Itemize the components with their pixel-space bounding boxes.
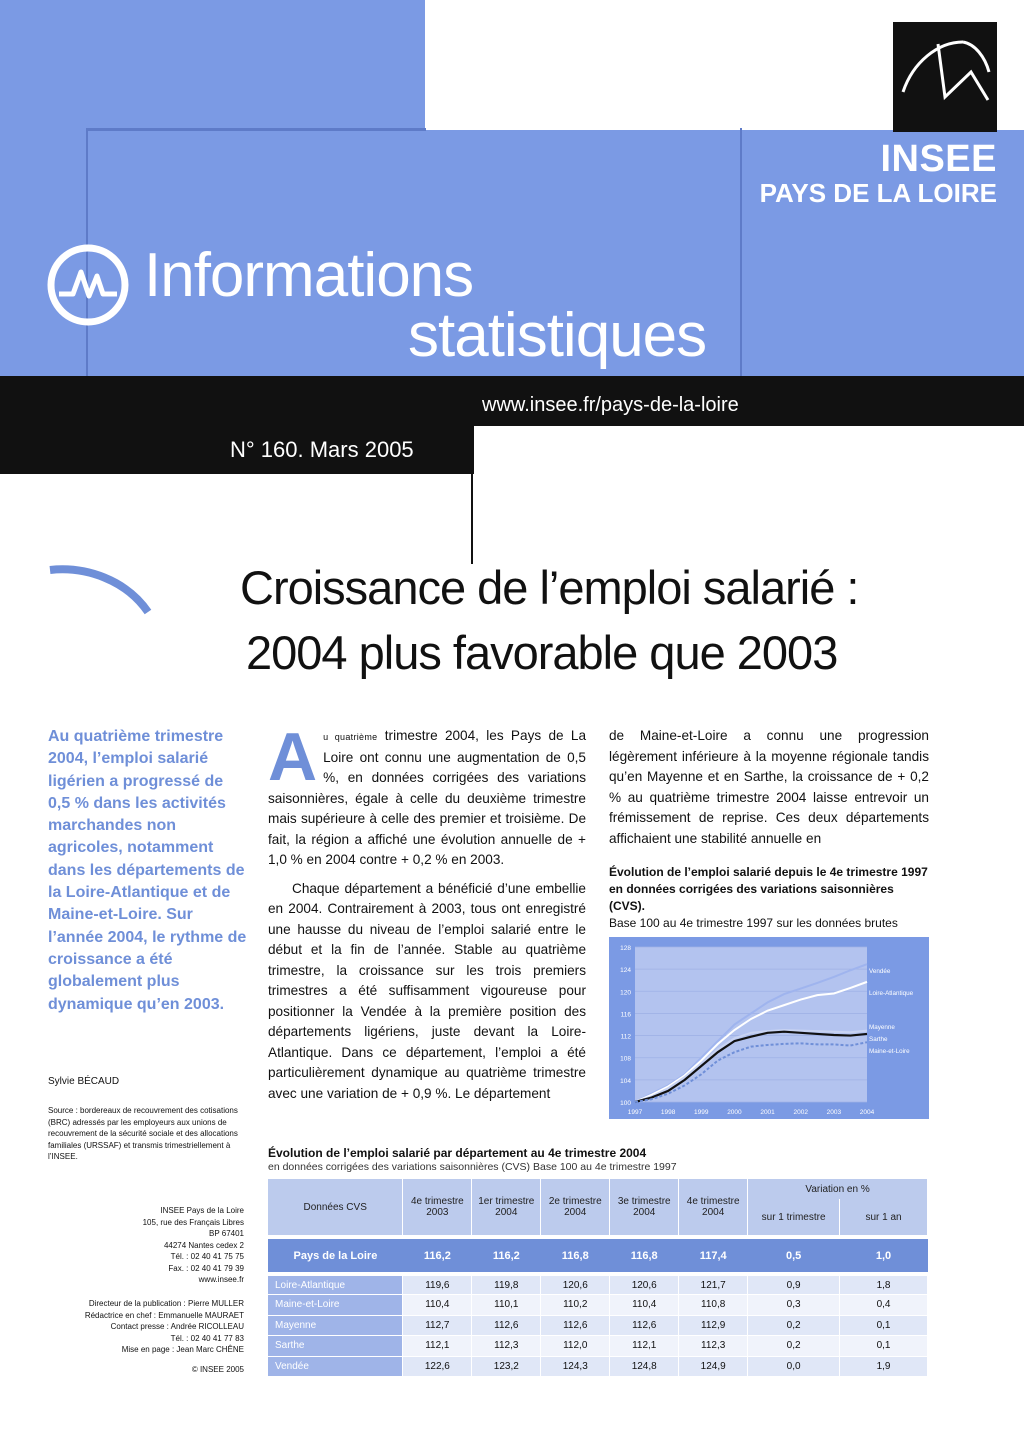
column-header: 4e trimestre 2003 bbox=[403, 1179, 472, 1237]
headline-line1: Croissance de l’emploi salarié : bbox=[240, 561, 859, 614]
column-header: sur 1 trimestre bbox=[748, 1199, 840, 1237]
table-row bbox=[268, 1315, 928, 1336]
credit-line: Mise en page : Jean Marc CHÊNE bbox=[121, 1345, 244, 1354]
insee-logo bbox=[893, 22, 997, 132]
table-row bbox=[268, 1295, 928, 1316]
article-column-1 bbox=[268, 719, 587, 1104]
table-cell: 116,2 bbox=[403, 1237, 472, 1274]
column-header: 4e trimestre 2004 bbox=[679, 1179, 748, 1237]
table-cell: 0,9 bbox=[748, 1274, 840, 1295]
legend-label: Loire-Atlantique bbox=[869, 990, 914, 997]
source-note: Source : bordereaux de recouvrement des cotisations (BRC) adressés par les employeurs aux unions de recouvrement de la sécurité sociale et des allocations familiales (URSSAF) et transmis trimestriellement à l’INSEE. bbox=[48, 1106, 238, 1161]
table-cell: 116,2 bbox=[472, 1237, 541, 1274]
small-caps-lead: u quatrième bbox=[323, 732, 378, 742]
table-cell: 117,4 bbox=[679, 1237, 748, 1274]
address-block bbox=[80, 1205, 244, 1286]
table-title: Évolution de l’emploi salarié par département au 4e trimestre 2004 bbox=[268, 1146, 647, 1160]
table-cell: 0,1 bbox=[840, 1336, 928, 1357]
y-tick-label: 112 bbox=[620, 1033, 631, 1041]
x-tick-label: 1998 bbox=[660, 1109, 676, 1116]
informations-statistiques-logo-icon bbox=[45, 242, 131, 328]
credit-line: Directeur de la publication : Pierre MULLER bbox=[88, 1299, 244, 1308]
table-cell: 1,0 bbox=[840, 1237, 928, 1274]
y-tick-label: 124 bbox=[620, 967, 631, 975]
table-row-label: Maine-et-Loire bbox=[268, 1295, 403, 1316]
table-cell: 124,3 bbox=[541, 1356, 610, 1377]
address-line: Tél. : 02 40 41 75 75 bbox=[170, 1252, 244, 1261]
x-tick-label: 2003 bbox=[826, 1109, 842, 1116]
table-cell: 0,0 bbox=[748, 1356, 840, 1377]
vertical-rule bbox=[471, 474, 473, 564]
table-cell: 110,1 bbox=[472, 1295, 541, 1316]
plot-area bbox=[635, 947, 867, 1102]
table-cell: 112,1 bbox=[610, 1336, 679, 1357]
table-row-region bbox=[268, 1237, 928, 1274]
table-cell: 120,6 bbox=[610, 1274, 679, 1295]
table-cell: 121,7 bbox=[679, 1274, 748, 1295]
table-cell: 119,8 bbox=[472, 1274, 541, 1295]
headline-line2: 2004 plus favorable que 2003 bbox=[246, 626, 838, 679]
chart-title: Évolution de l’emploi salarié depuis le 4e trimestre 1997 en données corrigées des variations saisonnières (CVS). bbox=[609, 865, 928, 913]
table-cell: 116,8 bbox=[541, 1237, 610, 1274]
table-cell: 112,3 bbox=[472, 1336, 541, 1357]
column-header: 1er trimestre 2004 bbox=[472, 1179, 541, 1237]
x-tick-label: 2001 bbox=[760, 1109, 775, 1116]
header-block-top bbox=[0, 0, 425, 130]
address-line: 44274 Nantes cedex 2 bbox=[163, 1240, 244, 1250]
y-tick-label: 104 bbox=[620, 1077, 631, 1085]
table-cell: 112,6 bbox=[610, 1315, 679, 1336]
table-cell: 112,7 bbox=[403, 1315, 472, 1336]
y-tick-label: 100 bbox=[620, 1100, 631, 1107]
table-cell: 1,9 bbox=[840, 1356, 928, 1377]
table-cell: 112,6 bbox=[472, 1315, 541, 1336]
table-cell: 120,6 bbox=[541, 1274, 610, 1295]
article-column-2 bbox=[609, 726, 929, 849]
table-cell: 123,2 bbox=[472, 1356, 541, 1377]
x-tick-label: 1999 bbox=[694, 1109, 709, 1116]
paragraph-3: de Maine-et-Loire a connu une progression légèrement inférieure à la moyenne régionale tandis qu’en Mayenne et en Sarthe, la croissance de + 0,2 % au quatrième trimestre 2004 laisse entrevoir un frémissement de reprise. Ces deux départements affichaient une stabilité annuelle en bbox=[609, 728, 929, 846]
copyright: © INSEE 2005 bbox=[191, 1365, 244, 1374]
variation-header: Variation en % bbox=[748, 1179, 928, 1199]
x-tick-label: 1997 bbox=[627, 1109, 643, 1116]
y-tick-label: 128 bbox=[620, 945, 631, 952]
table-cell: 0,1 bbox=[840, 1315, 928, 1336]
y-tick-label: 108 bbox=[620, 1055, 631, 1063]
address-line[interactable]: www.insee.fr bbox=[198, 1275, 244, 1284]
y-tick-label: 120 bbox=[620, 989, 631, 997]
table-row-label: Sarthe bbox=[268, 1336, 403, 1357]
table-cell: 119,6 bbox=[403, 1274, 472, 1295]
paragraph-1 bbox=[268, 719, 587, 871]
publication-title-line1: Informations bbox=[144, 241, 474, 310]
chart-subtitle: Base 100 au 4e trimestre 1997 sur les données brutes bbox=[609, 916, 898, 930]
header-divider bbox=[740, 128, 742, 378]
website-url[interactable]: www.insee.fr/pays-de-la-loire bbox=[482, 394, 739, 416]
drop-cap: A bbox=[268, 719, 318, 795]
address-line: Fax. : 02 40 41 79 39 bbox=[168, 1263, 244, 1273]
table-cell: 112,9 bbox=[679, 1315, 748, 1336]
table-cell: 110,2 bbox=[541, 1295, 610, 1316]
table-cell: 0,2 bbox=[748, 1315, 840, 1336]
credits-block bbox=[48, 1298, 244, 1356]
table-row-label: Loire-Atlantique bbox=[268, 1274, 403, 1295]
table-cell: 112,0 bbox=[541, 1336, 610, 1357]
table-row-label: Vendée bbox=[268, 1356, 403, 1377]
credit-line: Rédactrice en chef : Emmanuelle MAURAET bbox=[84, 1310, 244, 1320]
paragraph-2: Chaque département a bénéficié d’une embellie en 2004. Contrairement à 2003, tous ont enregistré une hausse du niveau de l’emploi salarié entre le début et la fin de l’année. Stable au quatrième trimestre, la croissance sur les trois premiers trimestres a été suffisamment vigoureuse pour positionner la Vendée à la première position des départements ligériens, juste devant la Loire-Atlantique. Dans ce département, l’emploi a été particulièrement dynamique au quatrième trimestre avec une variation de + 0,9 %. Le département bbox=[268, 880, 586, 1101]
table-cell: 116,8 bbox=[610, 1237, 679, 1274]
table-cell: 124,9 bbox=[679, 1356, 748, 1377]
table-cell: 110,4 bbox=[610, 1295, 679, 1316]
credit-line: Tél. : 02 40 41 77 83 bbox=[170, 1333, 244, 1343]
address-line: 105, rue des Français Libres bbox=[142, 1217, 244, 1227]
insee-region: PAYS DE LA LOIRE bbox=[759, 178, 997, 208]
column-header: 3e trimestre 2004 bbox=[610, 1179, 679, 1237]
legend-label: Mayenne bbox=[869, 1024, 895, 1031]
address-line: BP 67401 bbox=[209, 1229, 244, 1238]
table-cell: 1,8 bbox=[840, 1274, 928, 1295]
line-chart bbox=[609, 937, 929, 1119]
arc-decoration bbox=[46, 560, 156, 620]
x-tick-label: 2004 bbox=[859, 1109, 875, 1116]
address-line: INSEE Pays de la Loire bbox=[160, 1206, 244, 1215]
table-cell: 0,2 bbox=[748, 1336, 840, 1357]
employment-table bbox=[268, 1179, 928, 1377]
table-cell: 0,5 bbox=[748, 1237, 840, 1274]
table-cell: 110,4 bbox=[403, 1295, 472, 1316]
table-row-label: Mayenne bbox=[268, 1315, 403, 1336]
publication-title-line2: statistiques bbox=[408, 301, 707, 370]
table-row bbox=[268, 1356, 928, 1377]
x-tick-label: 2000 bbox=[727, 1109, 742, 1116]
paragraph-1-text: trimestre 2004, les Pays de La Loire ont connu une augmentation de 0,5 %, en données corrigées des variations saisonnières, égale à celle du deuxième trimestre mais supérieure à celle des premier et troisième. De fait, la région a affiché une évolution annuelle de + 1,0 % en 2004 contre + 0,2 % en 2003. bbox=[268, 728, 587, 867]
y-tick-label: 116 bbox=[620, 1011, 631, 1019]
column-header: 2e trimestre 2004 bbox=[541, 1179, 610, 1237]
table-subtitle: en données corrigées des variations saisonnières (CVS) Base 100 au 4e trimestre 1997 bbox=[268, 1161, 677, 1173]
table-cell: 122,6 bbox=[403, 1356, 472, 1377]
header-divider bbox=[86, 128, 426, 131]
legend-label: Sarthe bbox=[869, 1036, 888, 1043]
column-header: sur 1 an bbox=[840, 1199, 928, 1237]
issue-number: N° 160. Mars 2005 bbox=[230, 437, 414, 462]
table-cell: 112,6 bbox=[541, 1315, 610, 1336]
legend-label: Vendée bbox=[869, 968, 891, 975]
author: Sylvie BÉCAUD bbox=[48, 1076, 120, 1087]
table-row bbox=[268, 1274, 928, 1295]
credit-line: Contact presse : Andrée RICOLLEAU bbox=[110, 1322, 244, 1331]
table-row bbox=[268, 1336, 928, 1357]
table-cell: Pays de la Loire bbox=[268, 1237, 403, 1274]
x-tick-label: 2002 bbox=[793, 1109, 808, 1116]
column-header: Données CVS bbox=[268, 1179, 403, 1237]
summary-text: Au quatrième trimestre 2004, l’emploi salarié ligérien a progressé de 0,5 % dans les activités marchandes non agricoles, notamment dans les départements de la Loire-Atlantique et de Maine-et-Loire. Sur l’année 2004, le rythme de croissance a été globalement plus dynamique qu’en 2003. bbox=[48, 728, 247, 1013]
table-cell: 0,4 bbox=[840, 1295, 928, 1316]
table-cell: 110,8 bbox=[679, 1295, 748, 1316]
table-cell: 112,1 bbox=[403, 1336, 472, 1357]
table-cell: 112,3 bbox=[679, 1336, 748, 1357]
insee-name: INSEE bbox=[880, 138, 997, 180]
legend-label: Maine-et-Loire bbox=[869, 1048, 910, 1055]
table-cell: 124,8 bbox=[610, 1356, 679, 1377]
table-cell: 0,3 bbox=[748, 1295, 840, 1316]
